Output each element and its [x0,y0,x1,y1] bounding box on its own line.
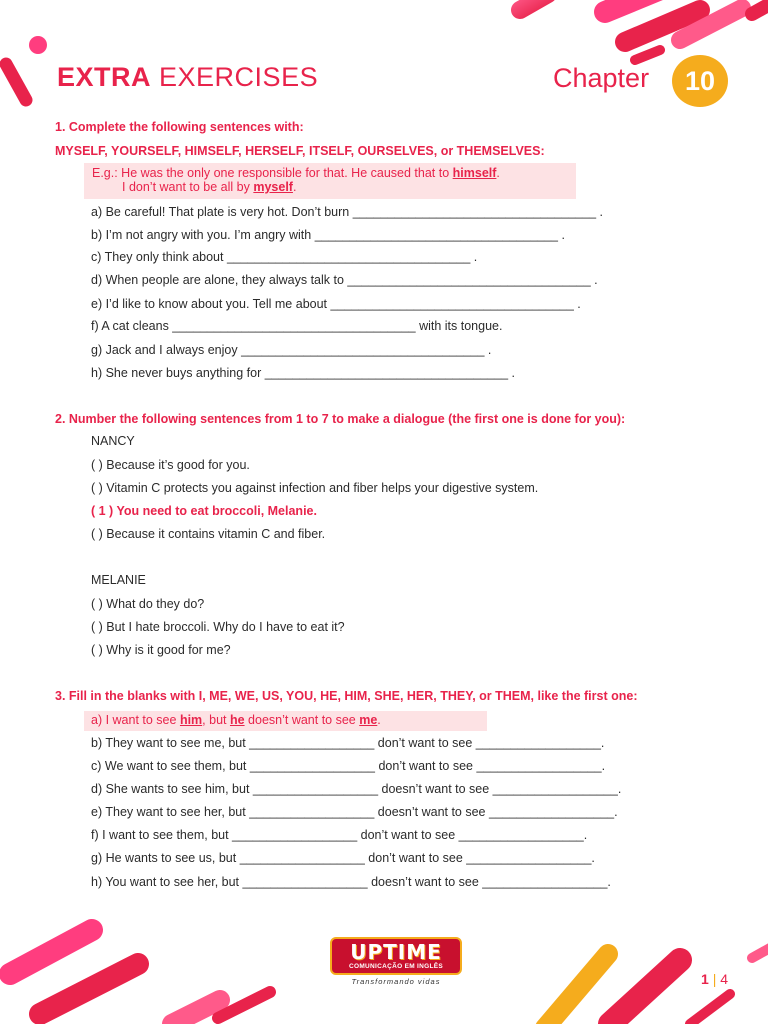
example-text: doesn’t want to see [244,713,360,727]
example-answer: him [179,713,203,727]
example-text: . [496,166,500,180]
speaker-melanie: MELANIE [91,573,146,587]
example-text: E.g.: He was the only one responsible for that. He caused that to [92,166,453,180]
exercise3-item-d[interactable]: d) She wants to see him, but __________________ doesn’t want to see __________________. [91,782,622,796]
example-text: . [292,180,297,194]
exercise1-options: MYSELF, YOURSELF, HIMSELF, HERSELF, ITSELF, OURSELVES, or THEMSELVES: [55,144,545,158]
exercise1-item-f[interactable]: f) A cat cleans ___________________________________ with its tongue. [91,319,503,333]
exercise2-heading: 2. Number the following sentences from 1 to 7 to make a dialogue (the first one is done for you): [55,412,626,426]
chapter-number-badge: 10 [672,55,728,107]
page-total: 4 [720,971,729,987]
exercise1-item-d[interactable]: d) When people are alone, they always talk to ___________________________________ . [91,273,598,287]
nancy-line-4[interactable]: ( ) Because it contains vitamin C and fiber. [91,527,326,541]
logo-sub-text: COMUNICAÇÃO EM INGLÊS [348,963,444,970]
example-text: I don’t want to be all by [122,180,254,194]
chapter-label: Chapter [553,63,650,93]
page-title [57,62,318,93]
example-text: , but [202,713,230,727]
nancy-line-2[interactable]: ( ) Vitamin C protects you against infection and fiber helps your digestive system. [91,481,539,495]
decorative-shapes-top [0,0,768,110]
logo-main-text: UPTIME [350,940,442,964]
example-answer: he [229,713,245,727]
melanie-line-2[interactable]: ( ) But I hate broccoli. Why do I have to eat it? [91,620,345,634]
exercise3-item-h[interactable]: h) You want to see her, but __________________ doesn’t want to see __________________. [91,875,611,889]
exercise1-example-line1 [92,166,500,180]
exercise1-item-c[interactable]: c) They only think about ___________________________________ . [91,250,478,264]
exercise3-heading: 3. Fill in the blanks with I, ME, WE, US, YOU, HE, HIM, SHE, HER, THEY, or THEM, like the first one: [55,689,638,703]
melanie-line-1[interactable]: ( ) What do they do? [91,597,205,611]
exercise1-item-h[interactable]: h) She never buys anything for ___________________________________ . [91,366,515,380]
nancy-line-1[interactable]: ( ) Because it’s good for you. [91,458,250,472]
page-separator: | [712,971,717,987]
exercise1-item-g[interactable]: g) Jack and I always enjoy ___________________________________ . [91,343,492,357]
page-current: 1 [701,971,709,987]
exercise1-heading: 1. Complete the following sentences with: [55,120,304,134]
exercise3-item-c[interactable]: c) We want to see them, but __________________ don’t want to see __________________. [91,759,606,773]
exercise1-item-e[interactable]: e) I’d like to know about you. Tell me about ___________________________________ . [91,297,581,311]
example-answer: me [359,713,378,727]
example-answer: myself [253,180,293,194]
uptime-logo [330,937,462,975]
example-text: a) I want to see [91,713,180,727]
title-rest: EXERCISES [159,62,319,92]
example-text: . [377,713,381,727]
nancy-line-3: ( 1 ) You need to eat broccoli, Melanie. [91,504,317,518]
exercise3-item-b[interactable]: b) They want to see me, but __________________ don’t want to see __________________. [91,736,605,750]
exercise3-item-g[interactable]: g) He wants to see us, but __________________ don’t want to see __________________. [91,851,595,865]
title-bold: EXTRA [57,62,152,92]
melanie-line-3[interactable]: ( ) Why is it good for me? [91,643,231,657]
exercise1-example-line2 [122,180,296,194]
exercise3-example [91,713,381,727]
page-number [701,971,728,987]
speaker-nancy: NANCY [91,434,135,448]
logo-tagline: Transformando vidas [351,977,441,986]
exercise3-item-e[interactable]: e) They want to see her, but __________________ doesn’t want to see __________________. [91,805,618,819]
exercise1-item-b[interactable]: b) I’m not angry with you. I’m angry with ___________________________________ . [91,228,565,242]
exercise3-item-f[interactable]: f) I want to see them, but __________________ don’t want to see __________________. [91,828,588,842]
exercise1-item-a[interactable]: a) Be careful! That plate is very hot. Don’t burn ___________________________________ . [91,205,603,219]
example-answer: himself [452,166,497,180]
